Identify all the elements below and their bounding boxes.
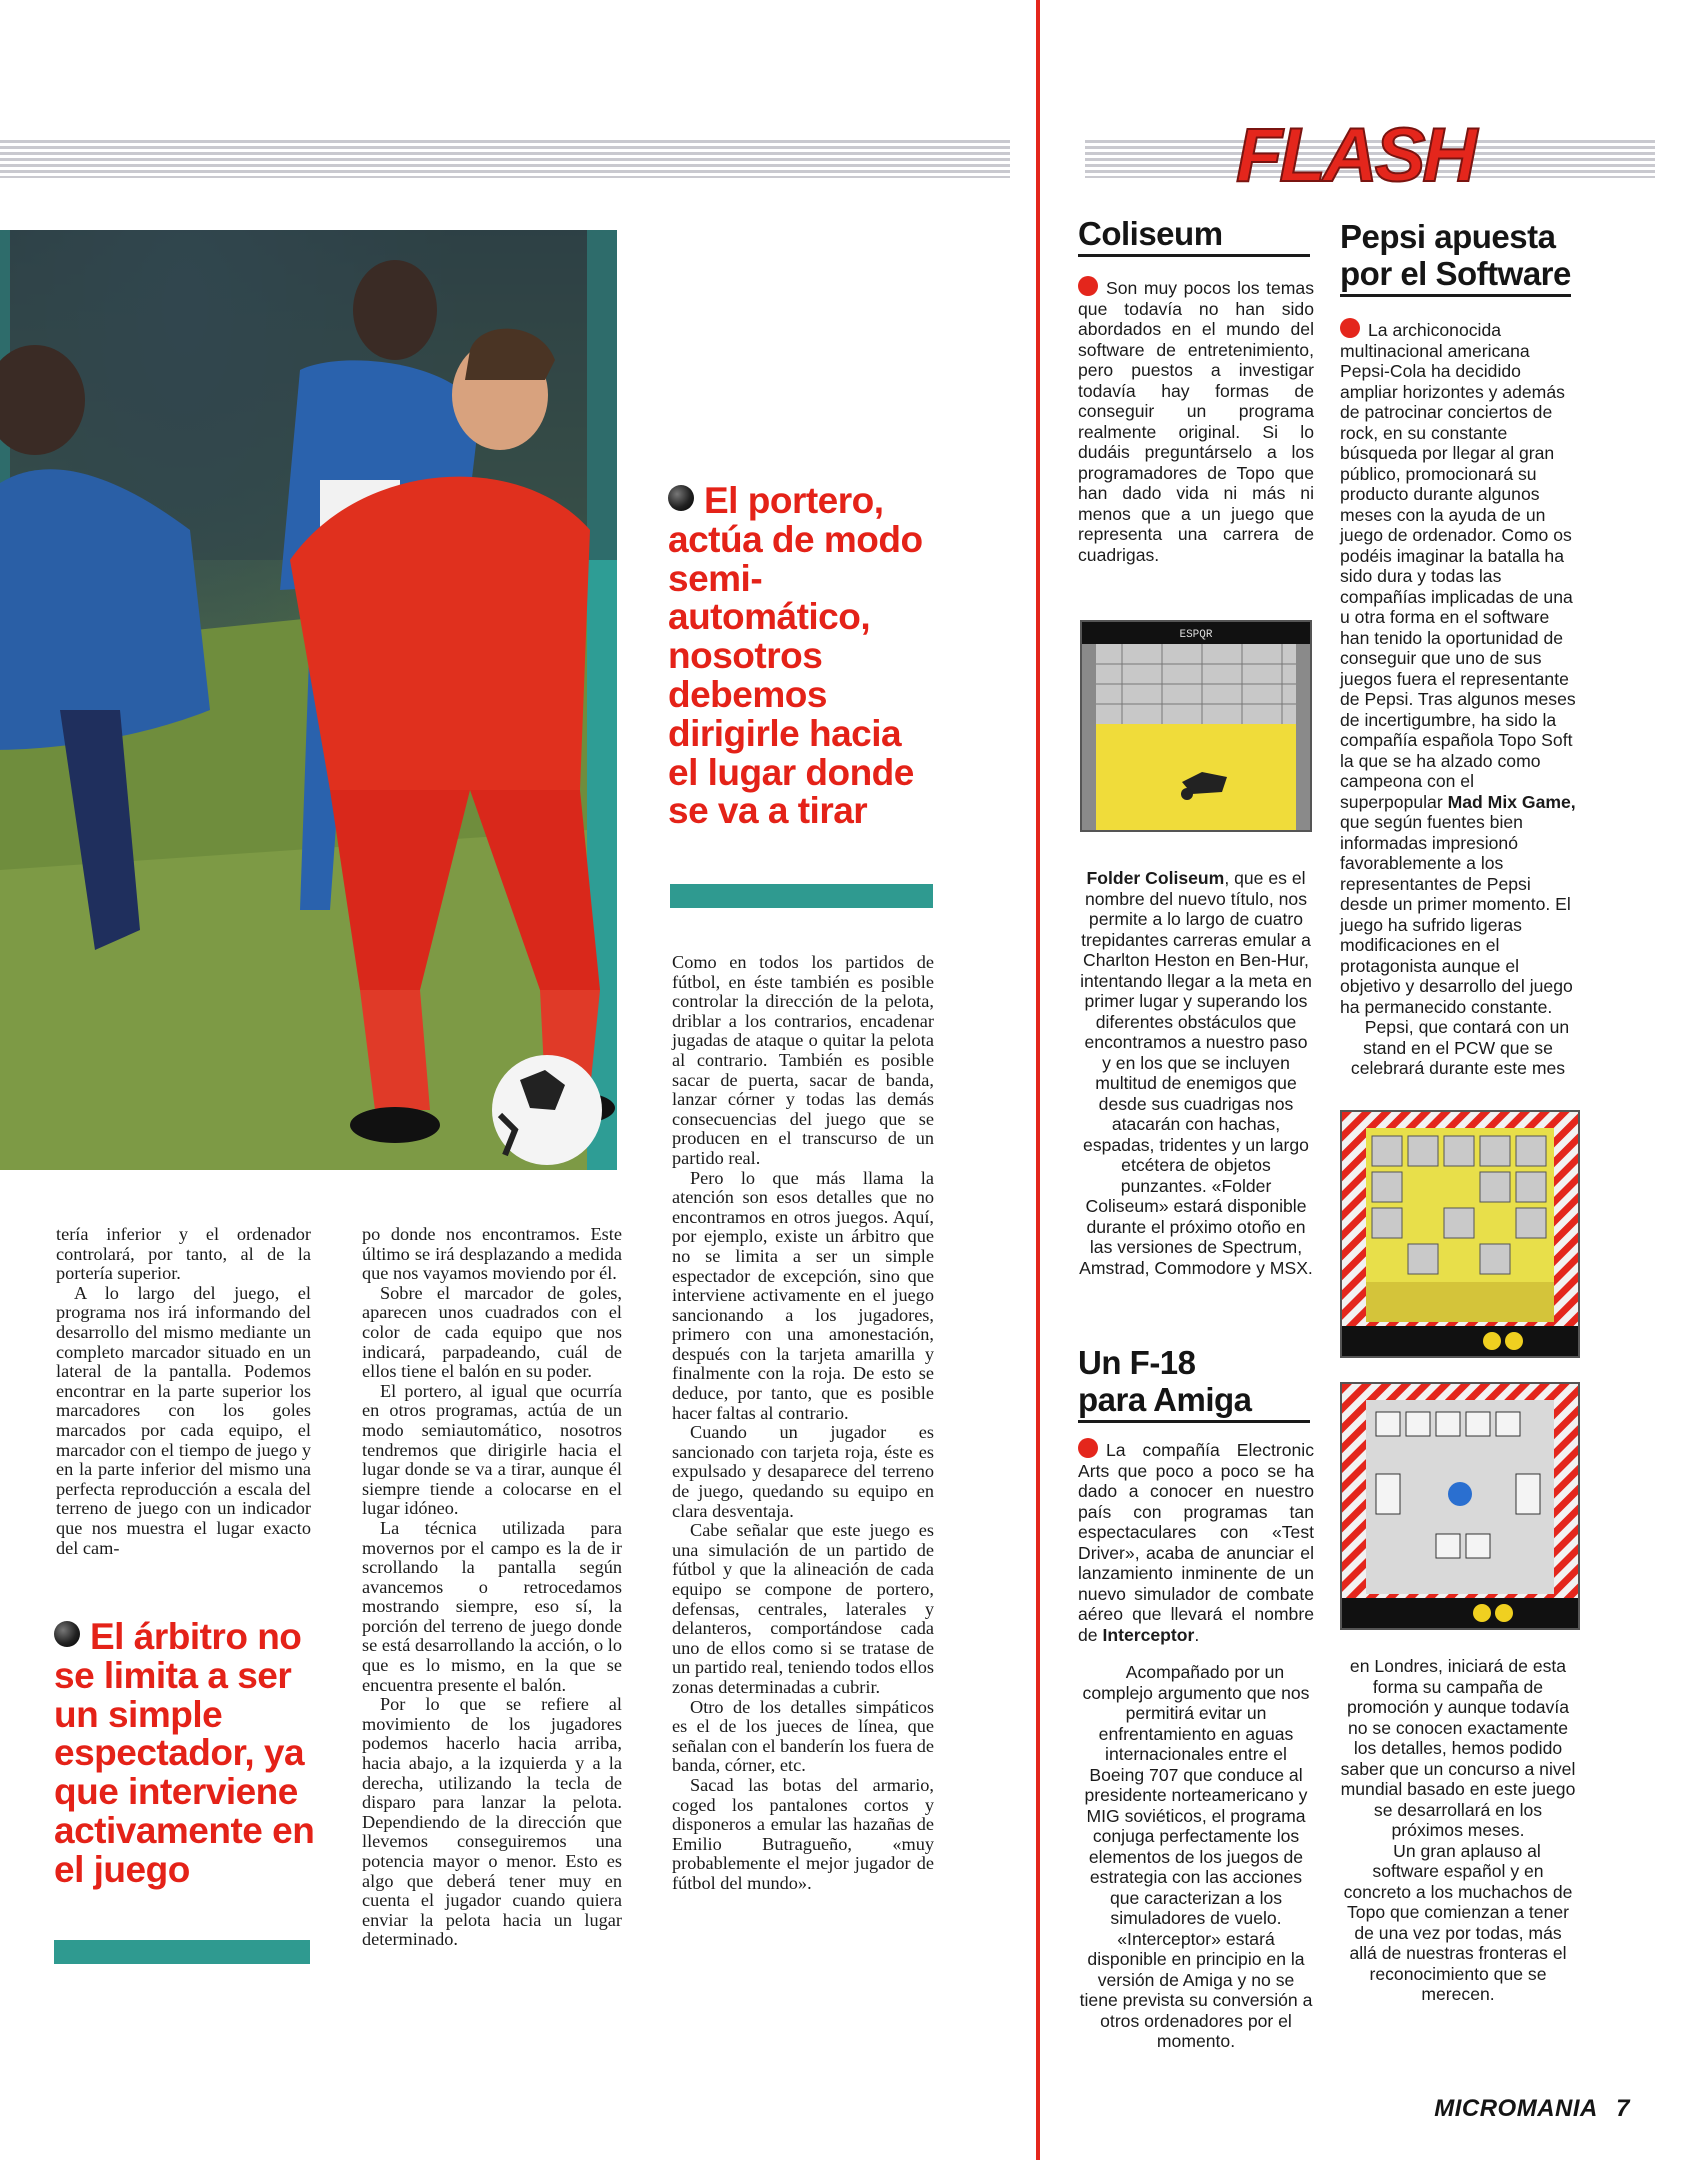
paragraph: El portero, al igual que ocurría en otros programas, actúa de un modo semiautomático, nosotros tendremos que dirigirle hacia el lugar donde se va a tirar, aunque él siempre tiende a colocarse en el lugar idóneo. [362,1380,622,1519]
madmix-screenshot-2 [1340,1382,1580,1630]
paragraph: Cabe señalar que este juego es una simulación de un partido de fútbol y que la alineación de cada equipo se compone de portero, defensas, centrales, laterales y delanteros, comportándose cada uno de ellos como si se tratase de un partido real, teniendo todos ellos zonas determinadas a cubrir. [672,1520,934,1697]
bullet-icon [1078,276,1098,296]
pepsi-body-continued: en Londres, iniciará de esta forma su campaña de promoción y aunque todavía no se conocen exactamente los detalles, hemos podido saber que un concurso a nivel mundial basado en este juego se desarrollará en los próximos meses. Un gran aplauso al software español y en concreto a los muchachos de Topo que comienzan a tener de una vez por todas, más allá de nuestras fronteras el reconocimiento que se merecen. [1340,1656,1576,2004]
bullet-icon [54,1621,80,1647]
f18-body: Acompañado por un complejo argumento que nos permitirá evitar un enfrentamiento en aguas internacionales entre el Boeing 707 que conduce al presidente norteamericano y MIG soviéticos, el programa conjuga perfectamente los elementos de los juegos de estrategia con las acciones que caracterizan a los simuladores de vuelo. «Interceptor» estará disponible en principio en la versión de Amiga y no se tiene prevista su conversión a otros ordenadores por el momento. [1079,1662,1313,2051]
gutter-red-rule [1036,0,1040,2160]
paragraph: Como en todos los partidos de fútbol, en éste también es posible controlar la dirección de la pelota, driblar a los contrarios, encadenar jugadas de ataque o quitar la pelota al contrario. También es posible sacar de puerta, sacar de banda, lanzar córner y todas las demás consecuencias del juego que se producen en el transcurso de un partido real. [672,952,934,1168]
coliseum-body: Folder Coliseum, que es el nombre del nuevo título, nos permite a lo largo de cuatro trepidantes carreras emular a Charlton Heston en Ben-Hur, intentando llegar a la meta en primer lugar y superando los diferentes obstáculos que encontramos a nuestro paso y en los que se incluyen multitud de enemigos que desde sus cuadrigas nos atacarán con hachas, espadas, tridentes y un largo etcétera de objetos punzantes. «Folder Coliseum» estará disponible durante el próximo otoño en las versiones de Spectrum, Amstrad, Commodore y MSX. [1079,868,1313,1278]
paragraph: La técnica utilizada para movernos por el campo es la de ir scrollando la pantalla según avancemos o retrocedamos mostrando siempre, eso sí, la porción del terreno de juego donde se está desarrollando la acción, o lo que es lo mismo, en la que se encuentra presente el balón. [362,1517,622,1695]
paragraph: po donde nos encontramos. Este último se irá desplazando a medida que nos vayamos moviendo por él. [362,1224,622,1284]
paragraph: Sacad las botas del armario, coged los pantalones cortos y disponeros a emular las hazañas de Emilio Butragueño, «muy probablemente el mejor jugador de fútbol del mundo». [672,1774,934,1893]
section-title: FLASH [1236,113,1475,198]
page-footer [1370,2095,1630,2123]
paragraph: Sobre el marcador de goles, aparecen unos cuadrados con el color de cada equipo que nos indicará, parpadeando, cuál de ellos tiene el balón en su poder. [362,1282,622,1382]
paragraph: Pero lo que más llama la atención son esos detalles que no encontramos en otros juegos. Aquí, por ejemplo, existe un árbitro que no se limita a ser un simple espectador de excepción, sino que interviene activamente en el juego sancionando a los jugadores, primero con una amonestación, después con la tarjeta amarilla y finalmente con la roja. De esto se deduce, por tanto, que es posible hacer faltas al contrario. [672,1167,934,1423]
article-column-1 [56,1225,311,1558]
bullet-icon [1078,1438,1098,1458]
teal-bar-2 [54,1940,310,1964]
top-stripes-left [0,140,1010,178]
madmix-screenshot-1 [1340,1110,1580,1358]
football-photo [0,230,617,1170]
paragraph: Por lo que se refiere al movimiento de los jugadores podemos hacerlo hacia arriba, hacia abajo, a la izquierda y a la derecha, utilizando la tecla de disparo para lanzar la pelota. Dependiendo de la dirección que llevemos conseguiremos una potencia mayor o menor. Esto es algo que deberá tener muy en cuenta el jugador cuando quiera enviar la pelota hacia un lugar determinado. [362,1694,622,1950]
teal-bar-1 [670,884,933,908]
pepsi-body: La archiconocida multinacional americana Pepsi-Cola ha decidido ampliar horizontes y además de patrocinar conciertos de rock, en su constante búsqueda por llegar al gran público, promocionará su producto durante algunos meses con la ayuda de un juego de ordenador. Como os podéis imaginar la batalla ha sido dura y todas las compañías implicadas de una u otra forma en el software han tenido la oportunidad de conseguir que uno de sus juegos fuera el representante de Pepsi. Tras algunos meses de incertigumbre, ha sido la compañía española Topo Soft la que se ha alzado como campeona con el superpopular Mad Mix Game, que según fuentes bien informadas impresionó favorablemente a los representantes de Pepsi desde un primer momento. El juego ha sufrido ligeras modificaciones en el protagonista aunque el objetivo y desarrollo del juego ha permanecido constante. Pepsi, que contará con un stand en el PCW que se celebrará durante este mes [1340,320,1576,1078]
magazine-name: MICROMANIA [1434,2095,1597,2122]
screenshot-label: ESPQR [1179,629,1213,641]
coliseum-title: Coliseum [1078,215,1310,257]
f18-title: Un F-18 para Amiga [1078,1344,1310,1423]
coliseum-screenshot [1080,620,1312,832]
article-column-3 [672,953,934,1894]
paragraph: Otro de los detalles simpáticos es el de los jueces de línea, que señalan con el banderín los fuera de banda, córner, etc. [672,1696,934,1776]
pull-quote-referee: El árbitro no se limita a ser un simple espectador, ya que interviene activamente en el juego [54,1616,315,1890]
bullet-icon [668,485,694,511]
paragraph: Cuando un jugador es sancionado con tarjeta roja, éste es expulsado y desaparece del terreno de juego, quedando su equipo en clara desventaja. [672,1422,934,1521]
bullet-icon [1340,318,1360,338]
paragraph: tería inferior y el ordenador controlará, por tanto, al de la portería superior. [56,1224,311,1284]
pepsi-title: Pepsi apuesta por el Software [1340,218,1580,297]
page-number: 7 [1616,2095,1630,2122]
article-column-2 [362,1225,622,1950]
coliseum-intro: Son muy pocos los temas que todavía no han sido abordados en el mundo del software de entretenimiento, pero puestos a investigar todavía hay formas de conseguir un programa realmente original. Si lo dudáis preguntárselo a los programadores de Topo que han dado vida ni más ni menos que a un juego que representa una carrera de cuadrigas. [1078,278,1314,565]
pull-quote-goalkeeper: El portero, actúa de modo semi-automático, nosotros debemos dirigirle hacia el lugar donde se va a tirar [668,480,923,832]
f18-intro: La compañía Electronic Arts que poco a poco se ha dado a conocer en nuestro país con programas tan espectaculares con «Test Driver», acaba de anunciar el lanzamiento inminente de un nuevo simulador de combate aéreo que llevará el nombre de Interceptor. [1078,1440,1314,1645]
paragraph: A lo largo del juego, el programa nos irá informando del desarrollo del mismo mediante un completo marcador situado en un lateral de la pantalla. Podemos encontrar en la parte superior los marcadores con los goles marcados por cada equipo, el marcador con el tiempo de juego y en la parte inferior del mismo una perfecta reproducción a escala del terreno de juego con un indicador que nos muestra el lugar exacto del cam- [56,1282,311,1558]
